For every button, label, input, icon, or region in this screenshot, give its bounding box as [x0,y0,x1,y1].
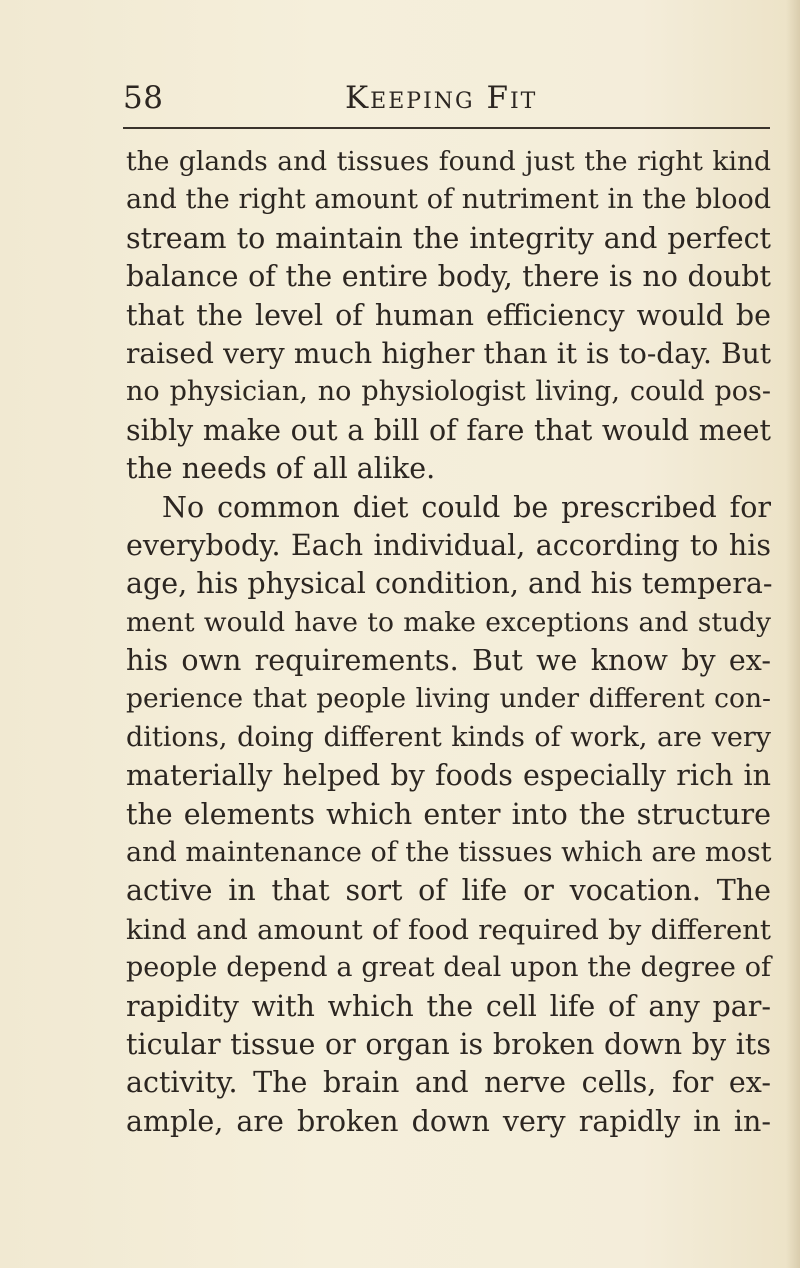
paragraph-first-line: No common diet could be prescribed for [162,490,771,524]
text-line: rapidity with which the cell life of any par- [126,989,771,1023]
text-line: balance of the entire body, there is no doubt [126,260,771,294]
text-line: everybody. Each individual, according to his [126,528,771,562]
header-rule [123,127,770,129]
text-line: no physician, no physiologist living, could pos- [126,376,771,408]
text-line: stream to maintain the integrity and perfect [126,221,771,255]
text-line: raised very much higher than it is to-day. But [126,336,771,370]
text-line: sibly make out a bill of fare that would meet [126,413,771,447]
page-edge-shadow [786,0,800,1268]
running-title: Keeping Fit [345,80,538,116]
text-line: that the level of human efficiency would be [126,298,771,332]
text-line: the glands and tissues found just the right kind [126,146,771,177]
text-line: his own requirements. But we know by ex- [126,644,771,678]
text-line: people depend a great deal upon the degree of [126,952,771,984]
text-line: ticular tissue or organ is broken down by its [126,1027,771,1061]
text-line: kind and amount of food required by different [126,913,771,946]
text-line: activity. The brain and nerve cells, for ex- [126,1066,771,1100]
text-line: ment would have to make exceptions and study [126,606,771,638]
text-line: the elements which enter into the structure [126,797,771,831]
running-head [123,78,773,122]
text-line: ample, are broken down very rapidly in in- [126,1104,771,1138]
page-number: 58 [123,80,164,116]
body-text [126,143,771,1141]
text-line: and maintenance of the tissues which are most [126,837,772,869]
text-line: materially helped by foods especially rich in [126,759,771,793]
text-line: active in that sort of life or vocation. The [126,874,771,908]
text-line: and the right amount of nutriment in the blood [126,184,771,216]
text-line: age, his physical condition, and his tempera- [126,567,773,601]
text-line: perience that people living under different con- [126,683,771,715]
text-line: ditions, doing different kinds of work, are very [126,721,771,753]
text-line: the needs of all alike. [126,452,436,486]
